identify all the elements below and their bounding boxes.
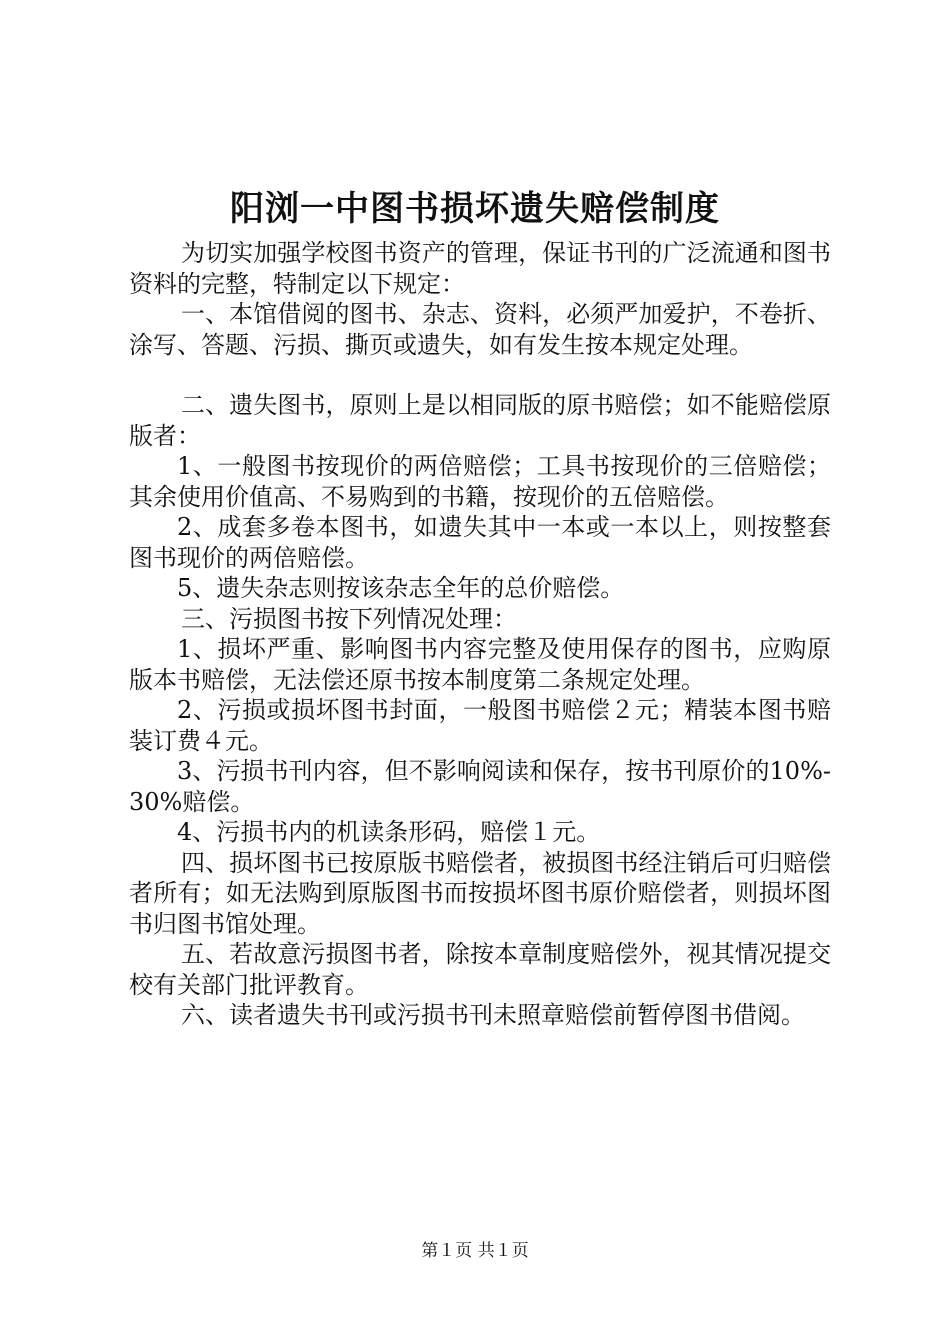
- document-title: 阳浏一中图书损坏遗失赔偿制度: [230, 189, 720, 229]
- paragraph-rule-5: 五、若故意污损图书者，除按本章制度赔偿外，视其情况提交校有关部门批评教育。: [129, 940, 831, 999]
- paragraph-rule-2: 二、遗失图书，原则上是以相同版的原书赔偿；如不能赔偿原版者：: [129, 391, 831, 450]
- paragraph-rule-3: 三、污损图书按下列情况处理：: [181, 604, 517, 633]
- paragraph-rule-3-item-2: 2、污损或损坏图书封面，一般图书赔偿２元；精装本图书赔装订费４元。: [129, 696, 831, 755]
- paragraph-intro: 为切实加强学校图书资产的管理，保证书刊的广泛流通和图书资料的完整，特制定以下规定：: [129, 239, 831, 298]
- paragraph-rule-2-item-5: 5、遗失杂志则按该杂志全年的总价赔偿。: [177, 574, 625, 602]
- paragraph-rule-3-item-3: 3、污损书刊内容，但不影响阅读和保存，按书刊原价的10%-30%赔偿。: [129, 757, 831, 816]
- paragraph-rule-3-item-4: 4、污损书内的机读条形码，赔偿１元。: [177, 818, 601, 846]
- paragraph-gap: [129, 360, 831, 390]
- paragraph-rule-2-item-2: 2、成套多卷本图书，如遗失其中一本或一本以上，则按整套图书现价的两倍赔偿。: [129, 513, 831, 572]
- page-footer: 第１页 共１页: [421, 1241, 529, 1261]
- paragraph-rule-1: 一、本馆借阅的图书、杂志、资料，必须严加爱护，不卷折、涂写、答题、污损、撕页或遗失，如有发生按本规定处理。: [129, 300, 831, 359]
- document-body: [129, 238, 831, 1031]
- paragraph-rule-2-item-1: 1、一般图书按现价的两倍赔偿；工具书按现价的三倍赔偿；其余使用价值高、不易购到的书籍，按现价的五倍赔偿。: [129, 452, 831, 511]
- paragraph-rule-6: 六、读者遗失书刊或污损书刊未照章赔偿前暂停图书借阅。: [181, 1001, 805, 1029]
- paragraph-rule-3-item-1: 1、损坏严重、影响图书内容完整及使用保存的图书，应购原版本书赔偿，无法偿还原书按本制度第二条规定处理。: [129, 635, 831, 694]
- paragraph-rule-4: 四、损坏图书已按原版书赔偿者，被损图书经注销后可归赔偿者所有；如无法购到原版图书而按损坏图书原价赔偿者，则损坏图书归图书馆处理。: [129, 848, 831, 938]
